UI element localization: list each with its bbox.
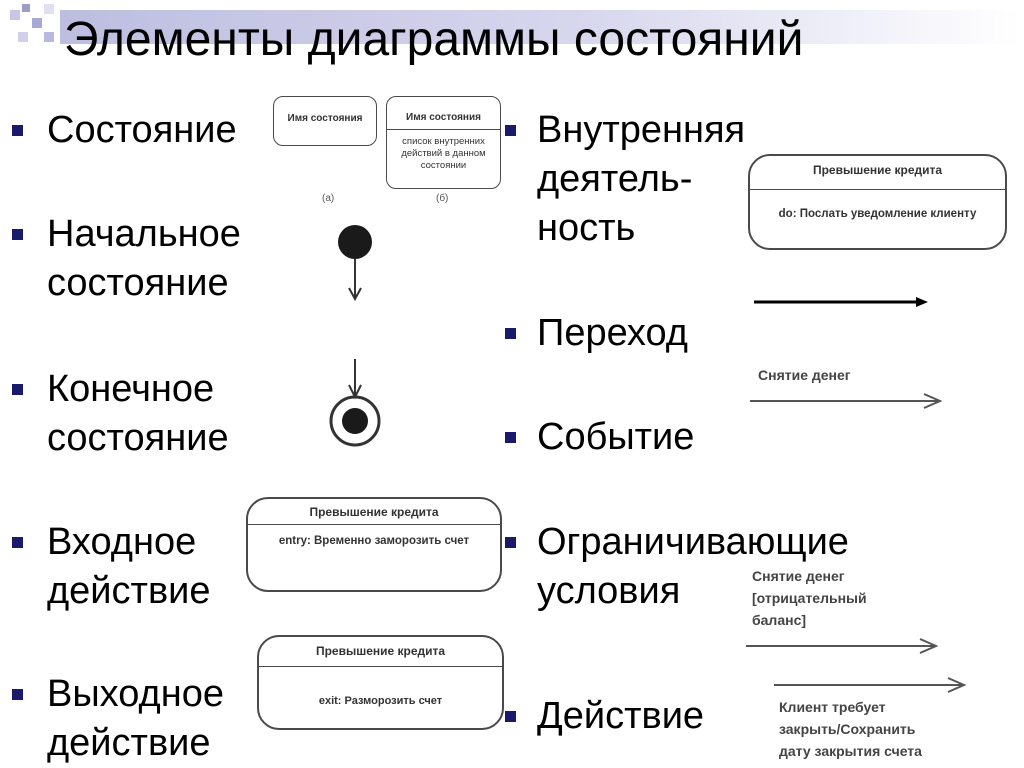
caption-b: (б) bbox=[436, 193, 449, 204]
item-initial-state: Начальное состояние bbox=[47, 213, 241, 304]
guard-condition-label: Снятие денег [отрицательный баланс] bbox=[752, 568, 867, 628]
bullet-icon bbox=[505, 328, 516, 339]
item-action: Действие bbox=[537, 695, 705, 737]
bullet-icon bbox=[12, 384, 23, 395]
item-final-state: Конечное состояние bbox=[47, 368, 229, 459]
item-transition: Переход bbox=[537, 312, 688, 354]
bullet-icon bbox=[12, 229, 23, 240]
initial-state-symbol bbox=[330, 218, 380, 308]
action-label: Клиент требует закрыть/Сохранить дату закрытия счета bbox=[779, 699, 922, 759]
entry-action-box: Превышение кредита entry: Временно заморозить счет bbox=[246, 497, 502, 592]
bullet-icon bbox=[12, 125, 23, 136]
guard-condition-arrow bbox=[744, 637, 944, 657]
bullet-icon bbox=[505, 432, 516, 443]
action-arrow bbox=[772, 675, 972, 695]
decor-square bbox=[10, 10, 20, 20]
bullet-icon bbox=[505, 711, 516, 722]
separator bbox=[387, 129, 500, 130]
slide-title: Элементы диаграммы состояний bbox=[64, 13, 804, 66]
internal-activity-box: Превышение кредита do: Послать уведомление клиенту bbox=[748, 154, 1007, 250]
item-guard-condition: Ограничивающие условия bbox=[537, 521, 849, 612]
event-arrow bbox=[748, 392, 948, 412]
decor-square bbox=[22, 4, 30, 12]
caption-a: (а) bbox=[322, 193, 335, 204]
item-internal-activity: Внутренняя деятель- ность bbox=[537, 109, 746, 249]
final-state-dot bbox=[342, 408, 368, 434]
separator bbox=[259, 666, 502, 667]
state-box-with-activities: Имя состояния список внутренних действий в данном состоянии bbox=[386, 96, 501, 189]
item-state: Состояние bbox=[47, 109, 237, 151]
event-label: Снятие денег bbox=[758, 367, 851, 383]
separator bbox=[248, 524, 500, 525]
separator bbox=[750, 189, 1005, 190]
bullet-icon bbox=[12, 689, 23, 700]
item-entry-action: Входное действие bbox=[47, 521, 211, 612]
bullet-icon bbox=[505, 537, 516, 548]
bullet-icon bbox=[12, 537, 23, 548]
decor-square bbox=[44, 4, 54, 14]
decor-square bbox=[32, 18, 42, 28]
exit-action-box: Превышение кредита exit: Разморозить счет bbox=[257, 635, 504, 730]
initial-state-dot bbox=[338, 225, 372, 259]
transition-arrow bbox=[752, 292, 932, 312]
decor-square bbox=[44, 32, 54, 42]
item-event: Событие bbox=[537, 416, 695, 458]
state-box-simple: Имя состояния bbox=[273, 96, 377, 146]
bullet-icon bbox=[505, 125, 516, 136]
final-state-symbol bbox=[325, 355, 385, 450]
item-exit-action: Выходное действие bbox=[47, 673, 224, 764]
decor-square bbox=[18, 32, 28, 42]
